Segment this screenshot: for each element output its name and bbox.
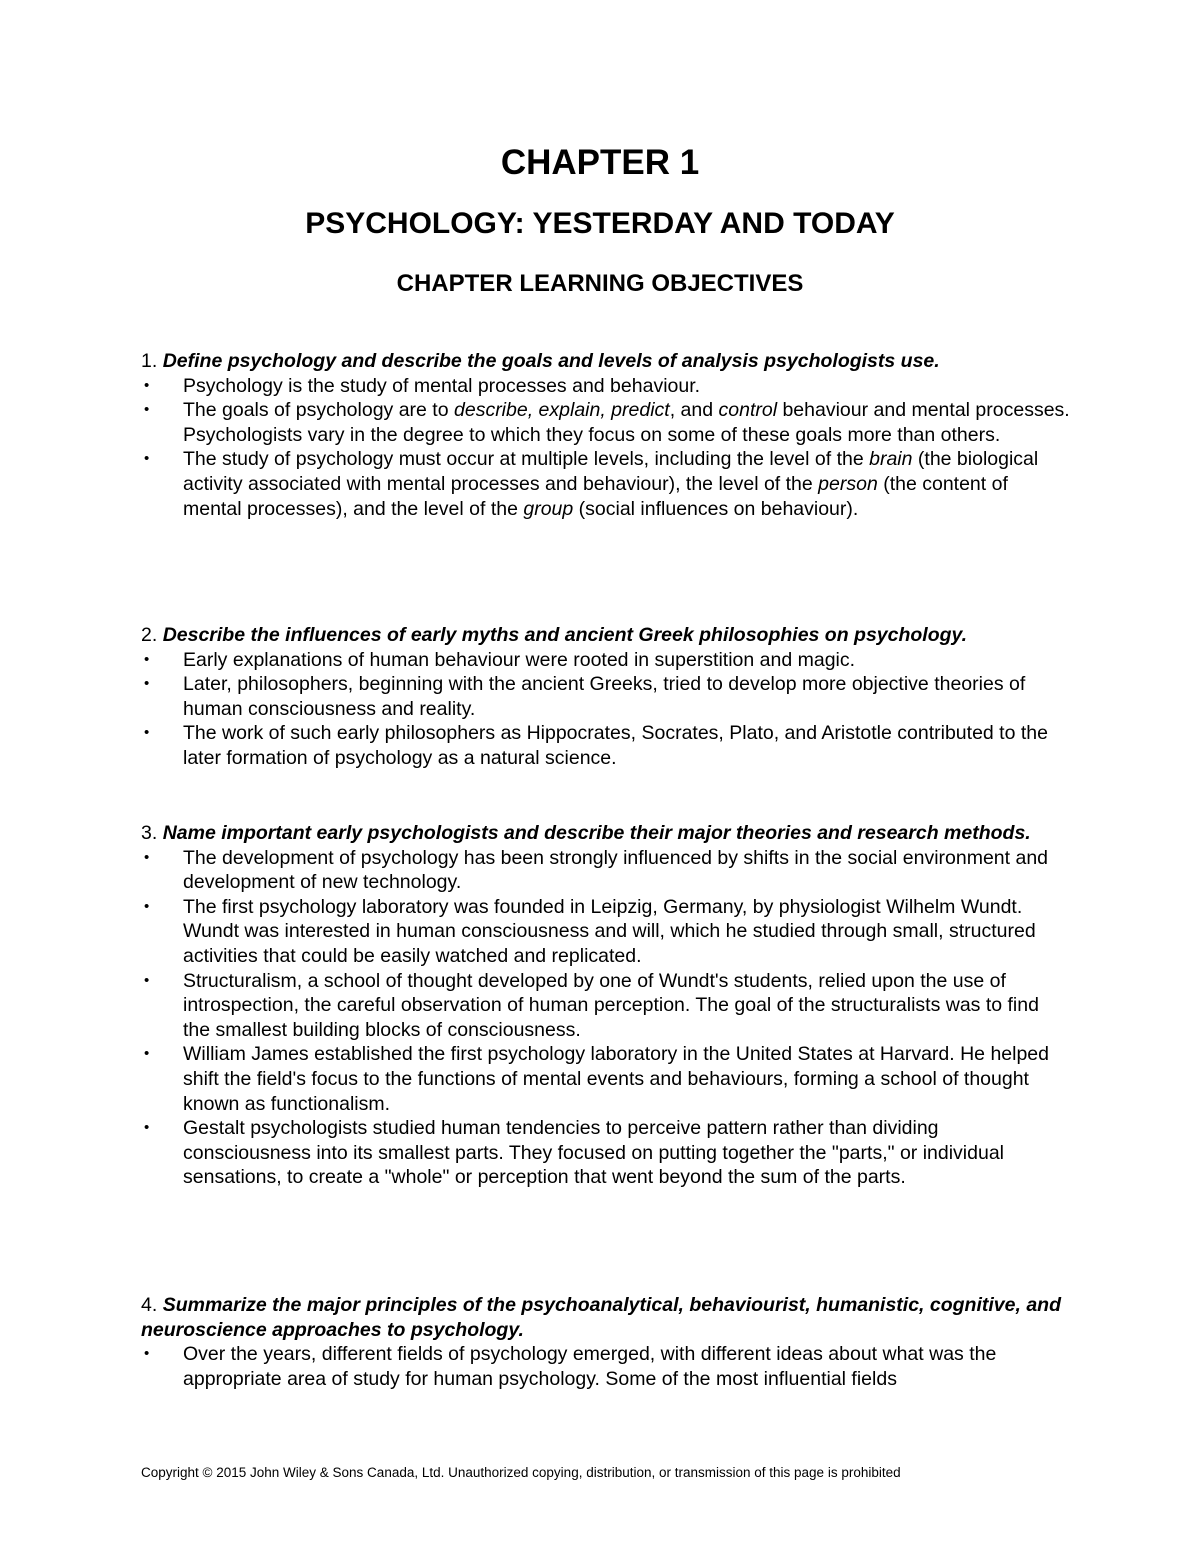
objective-heading [141,349,1071,374]
objective-text: Describe the influences of early myths and ancient Greek philosophies on psychology. [162,624,968,646]
objective-section-4 [141,1293,1071,1391]
bullet-list [141,648,1071,771]
bullet-text: William James established the first psychology laboratory in the United States at Harvard. He helped shift the field's focus to the functions of mental events and behaviours, forming a school of thought known as functionalism. [183,1043,1049,1115]
bullet-item [141,721,1071,770]
bullet-text: Gestalt psychologists studied human tendencies to perceive pattern rather than dividing consciousness into its smallest parts. They focused on putting together the "parts," or individual sensations, to create a "whole" or perception that went beyond the sum of the parts. [183,1117,1005,1189]
emphasis-text: control [718,399,778,422]
bullet-list [141,374,1071,522]
emphasis-text: person [818,472,878,495]
bullet-item [141,1116,1071,1190]
objective-section-2 [141,623,1071,771]
bullet-icon: • [144,971,150,989]
objective-text: Define psychology and describe the goals and levels of analysis psychologists use. [162,350,940,372]
bullet-item [141,969,1071,1043]
bullet-item [141,648,1071,673]
bullet-text: , and [669,399,719,422]
bullet-icon: • [144,401,150,419]
emphasis-text: describe, explain, predict [454,399,670,422]
bullet-icon: • [144,1345,150,1363]
bullet-item [141,895,1071,969]
bullet-item [141,1342,1071,1391]
bullet-icon: • [144,897,150,915]
bullet-list [141,846,1071,1190]
book-title: PSYCHOLOGY: YESTERDAY AND TODAY [305,207,895,240]
bullet-text: The study of psychology must occur at multiple levels, including the level of the [183,448,870,471]
chapter-title: CHAPTER 1 [500,143,700,182]
objective-number: 3. [141,822,163,844]
bullet-item [141,374,1071,399]
bullet-icon: • [144,1119,150,1137]
emphasis-text: group [523,497,574,520]
bullet-text: Psychology is the study of mental processes and behaviour. [183,374,701,397]
objective-heading [141,1293,1071,1342]
bullet-item [141,398,1071,447]
bullet-item [141,1042,1071,1116]
objective-text: Summarize the major principles of the psychoanalytical, behaviourist, humanistic, cognitive, and neuroscience approaches to psychology. [141,1294,1061,1341]
objective-heading [141,821,1071,846]
bullet-text: The development of psychology has been strongly influenced by shifts in the social environment and development of new technology. [183,846,1049,894]
objective-number: 1. [141,350,163,372]
objective-number: 2. [141,624,163,646]
objective-number: 4. [141,1294,163,1316]
objective-text: Name important early psychologists and describe their major theories and research methods. [162,822,1031,844]
bullet-text: The first psychology laboratory was founded in Leipzig, Germany, by physiologist Wilhelm Wundt. Wundt was interested in human consciousness and will, which he studied through small, structured activities that could be easily watched and replicated. [183,895,1036,967]
bullet-icon: • [144,450,150,468]
bullet-text: Early explanations of human behaviour were rooted in superstition and magic. [183,648,856,671]
objective-section-1 [141,349,1071,521]
objective-section-3 [141,821,1071,1190]
bullet-text: Over the years, different fields of psychology emerged, with different ideas about what was the appropriate area of study for human psychology. Some of the most influential fields [183,1343,997,1390]
bullet-text: Structuralism, a school of thought developed by one of Wundt's students, relied upon the use of introspection, the careful observation of human perception. The goal of the structuralists was to find the smallest building blocks of consciousness. [183,969,1039,1041]
objective-heading [141,623,1071,648]
bullet-icon: • [144,848,150,866]
bullet-text: The goals of psychology are to [183,399,454,422]
bullet-icon: • [144,675,150,693]
bullet-text: behaviour and mental processes. Psychologists vary in the degree to which they focus on some of these goals more than others. [183,399,1070,446]
objectives-title: CHAPTER LEARNING OBJECTIVES [396,270,804,297]
bullet-item [141,672,1071,721]
bullet-text: (social influences on behaviour). [573,497,859,520]
copyright-footer: Copyright © 2015 John Wiley & Sons Canada, Ltd. Unauthorized copying, distribution, or transmission of this page is prohibited [141,1465,901,1480]
bullet-icon: • [144,1045,150,1063]
bullet-text: Later, philosophers, beginning with the ancient Greeks, tried to develop more objective theories of human consciousness and reality. [183,673,1026,720]
bullet-list [141,1342,1071,1391]
bullet-text: (the biological activity associated with mental processes and behaviour), the level of the [183,448,1039,495]
bullet-icon: • [144,724,150,742]
emphasis-text: brain [869,448,913,471]
bullet-text: (the content of mental processes), and the level of the [183,472,1008,520]
bullet-icon: • [144,376,150,394]
bullet-text: The work of such early philosophers as Hippocrates, Socrates, Plato, and Aristotle contributed to the later formation of psychology as a natural science. [183,722,1048,769]
bullet-item [141,447,1071,521]
bullet-icon: • [144,650,150,668]
bullet-item [141,846,1071,895]
